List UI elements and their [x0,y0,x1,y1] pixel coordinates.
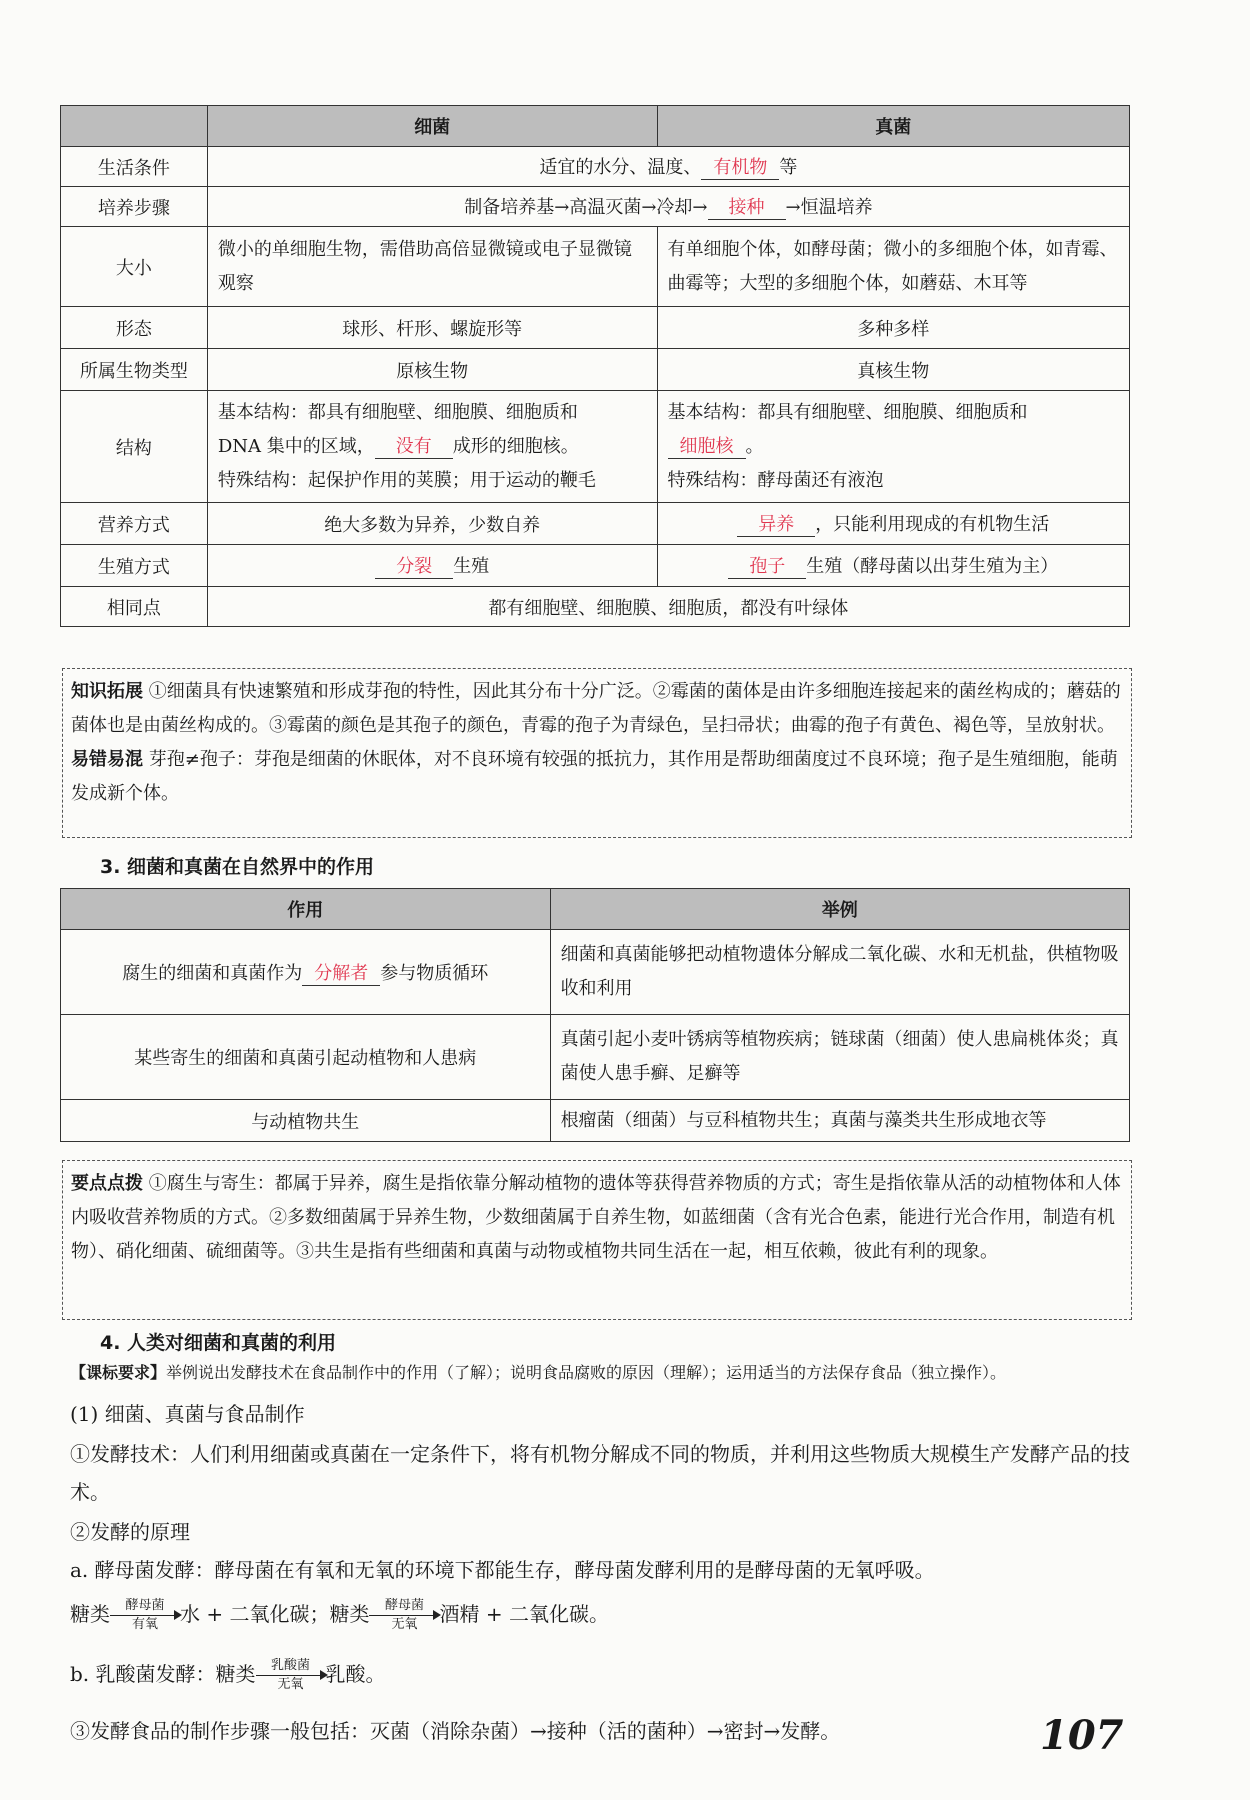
paragraph: ③发酵食品的制作步骤一般包括：灭菌（消除杂菌）→接种（活的菌种）→密封→发酵。 [70,1719,841,1743]
row-label: 营养方式 [61,503,208,545]
arrow-line [369,1615,439,1616]
table-row [61,187,1130,227]
row-label: 生殖方式 [61,545,208,587]
box-keyword: 要点点拨 [71,1173,143,1194]
cell-line: 基本结构：都具有细胞壁、细胞膜、细胞质和 [667,401,1028,423]
cell-text: 成形的细胞核。 [452,435,579,457]
answer-blank: 异养 [737,514,815,537]
answer-blank: 孢子 [728,556,806,579]
row-label: 形态 [61,307,208,349]
row-label: 生活条件 [61,147,208,187]
bacteria-cell: 球形、杆形、螺旋形等 [207,307,657,349]
table-row [61,503,1130,545]
table-row [61,1100,1130,1142]
cell-text: 等 [779,157,798,178]
box-keyword: 易错易混 [71,749,143,770]
arrow-bottom-label: 无氧 [277,1677,304,1692]
bacteria-cell [207,545,657,587]
header-bacteria: 细菌 [207,106,657,147]
table-header-row [61,889,1130,930]
key-points-box [62,1160,1132,1320]
answer-blank: 分解者 [302,963,380,986]
row-label: 相同点 [61,587,208,627]
arrow-bottom-label: 有氧 [131,1617,158,1632]
example-cell: 细菌和真菌能够把动植物遗体分解成二氧化碳、水和无机盐，供植物吸收和利用 [550,930,1129,1015]
section-heading: 3. 细菌和真菌在自然界中的作用 [100,856,375,878]
corner-cell [61,106,208,147]
header-role: 作用 [61,889,551,930]
example-cell: 真菌引起小麦叶锈病等植物疾病；链球菌（细菌）使人患扁桃体炎；真菌使人患手癣、足癣等 [550,1015,1129,1100]
row-label: 大小 [61,227,208,307]
cell-text: ，只能利用现成的有机物生活 [815,514,1050,535]
box-keyword: 知识拓展 [71,681,143,702]
reaction-arrow [256,1659,326,1692]
arrow-line [110,1615,180,1616]
row-label: 所属生物类型 [61,349,208,391]
eq-text: 糖类 [329,1602,370,1626]
fungi-cell: 真核生物 [657,349,1129,391]
cell-text: 制备培养基→高温灭菌→冷却→ [464,197,708,218]
merged-cell [207,147,1129,187]
bacteria-cell: 微小的单细胞生物，需借助高倍显微镜或电子显微镜观察 [207,227,657,307]
eq-text: 乳酸。 [325,1662,386,1686]
section-heading: 4. 人类对细菌和真菌的利用 [100,1332,337,1354]
role-cell [61,930,551,1015]
bacteria-fungi-comparison-table [60,105,1130,627]
arrow-line [256,1675,326,1676]
table-header-row [61,106,1130,147]
paragraph: a. 酵母菌发酵：酵母菌在有氧和无氧的环境下都能生存，酵母菌发酵利用的是酵母菌的无氧呼吸。 [70,1558,935,1582]
answer-blank: 分裂 [375,556,453,579]
fungi-cell: 有单细胞个体，如酵母菌；微小的多细胞个体，如青霉、曲霉等；大型的多细胞个体，如蘑菇、木耳等 [657,227,1129,307]
merged-cell [207,187,1129,227]
cell-text: 腐生的细菌和真菌作为 [122,962,303,984]
cell-text: 参与物质循环 [380,962,489,984]
requirement-keyword: 【课标要求】 [70,1363,167,1382]
eq-text: 酒精 + 二氧化碳。 [439,1602,609,1626]
eq-text: 糖类 [70,1602,110,1626]
table-row [61,349,1130,391]
reaction-arrow [369,1599,439,1632]
table-row [61,307,1130,349]
equation-yeast [70,1595,1130,1633]
cell-line [668,430,1119,464]
table-row [61,587,1130,627]
bacteria-cell: 原核生物 [207,349,657,391]
box-text: ①腐生与寄生：都属于异养，腐生是指依靠分解动植物的遗体等获得营养物质的方式；寄生是指依靠从活的动植物体和人体内吸收营养物质的方式。②多数细菌属于异养生物，少数细菌属于自养生物，如蓝细菌（含有光合色素，能进行光合作用，制造有机物）、硝化细菌、硫细菌等。③共生是指有些细菌和真菌与动物或植物共同生活在一起，相互依赖，彼此有利的现象。 [71,1173,1121,1262]
curriculum-requirement [70,1360,1006,1383]
fungi-cell [657,391,1129,503]
subheading: (1) 细菌、真菌与食品制作 [70,1402,305,1426]
fungi-cell [657,545,1129,587]
cell-line [218,430,647,464]
bacteria-cell [207,391,657,503]
cell-text: 生殖 [453,556,490,577]
row-label: 结构 [61,391,208,503]
header-example: 举例 [550,889,1129,930]
paragraph: ②发酵的原理 [70,1520,190,1544]
box-text: 芽孢≠孢子：芽孢是细菌的休眠体，对不良环境有较强的抵抗力，其作用是帮助细菌度过不良环境；孢子是生殖细胞，能萌发成新个体。 [71,749,1118,804]
cell-text: 生殖（酵母菌以出芽生殖为主） [806,556,1059,577]
table-row [61,227,1130,307]
arrow-top-label: 酵母菌 [125,1598,165,1613]
example-cell: 根瘤菌（细菌）与豆科植物共生；真菌与藻类共生形成地衣等 [550,1100,1129,1142]
arrow-bottom-label: 无氧 [391,1617,418,1632]
reaction-arrow [110,1599,180,1632]
bacteria-cell: 绝大多数为异养，少数自养 [207,503,657,545]
cell-text: →恒温培养 [785,197,873,218]
fungi-cell [657,503,1129,545]
cell-text: 。 [745,435,764,457]
role-cell: 某些寄生的细菌和真菌引起动植物和人患病 [61,1015,551,1100]
table-row [61,391,1130,503]
cell-line: 特殊结构：起保护作用的荚膜；用于运动的鞭毛 [217,469,596,491]
eq-text: b. 乳酸菌发酵：糖类 [70,1662,256,1686]
equation-lactic [70,1655,1130,1693]
paragraph: ①发酵技术：人们利用细菌或真菌在一定条件下，将有机物分解成不同的物质，并利用这些物质大规模生产发酵产品的技术。 [70,1442,1130,1504]
cell-line: 特殊结构：酵母菌还有液泡 [667,469,884,491]
eq-text: 水 + 二氧化碳； [180,1602,330,1626]
page-number: 107 [1040,1712,1124,1759]
merged-cell: 都有细胞壁、细胞膜、细胞质，都没有叶绿体 [207,587,1129,627]
answer-blank: 有机物 [701,157,779,180]
table-row [61,1015,1130,1100]
fungi-cell: 多种多样 [657,307,1129,349]
answer-blank: 细胞核 [668,436,746,459]
cell-line: 基本结构：都具有细胞壁、细胞膜、细胞质和 [217,401,578,423]
knowledge-extension-box [62,668,1132,838]
arrow-top-label: 乳酸菌 [271,1658,311,1673]
roles-in-nature-table [60,888,1130,1142]
box-text: ①细菌具有快速繁殖和形成芽孢的特性，因此其分布十分广泛。②霉菌的菌体是由许多细胞连接起来的菌丝构成的；蘑菇的菌体也是由菌丝构成的。③霉菌的颜色是其孢子的颜色，青霉的孢子为青绿色，呈扫帚状；曲霉的孢子有黄色、褐色等，呈放射状。 [71,681,1121,736]
arrow-top-label: 酵母菌 [384,1598,424,1613]
table-row [61,930,1130,1015]
role-cell: 与动植物共生 [61,1100,551,1142]
cell-text: 适宜的水分、温度、 [539,157,702,178]
cell-text: DNA 集中的区域， [217,435,375,457]
header-fungi: 真菌 [657,106,1129,147]
requirement-text: 举例说出发酵技术在食品制作中的作用（了解）；说明食品腐败的原因（理解）；运用适当的方法保存食品（独立操作）。 [166,1363,1007,1382]
table-row [61,147,1130,187]
row-label: 培养步骤 [61,187,208,227]
table-row [61,545,1130,587]
answer-blank: 接种 [708,197,786,220]
answer-blank: 没有 [375,436,453,459]
